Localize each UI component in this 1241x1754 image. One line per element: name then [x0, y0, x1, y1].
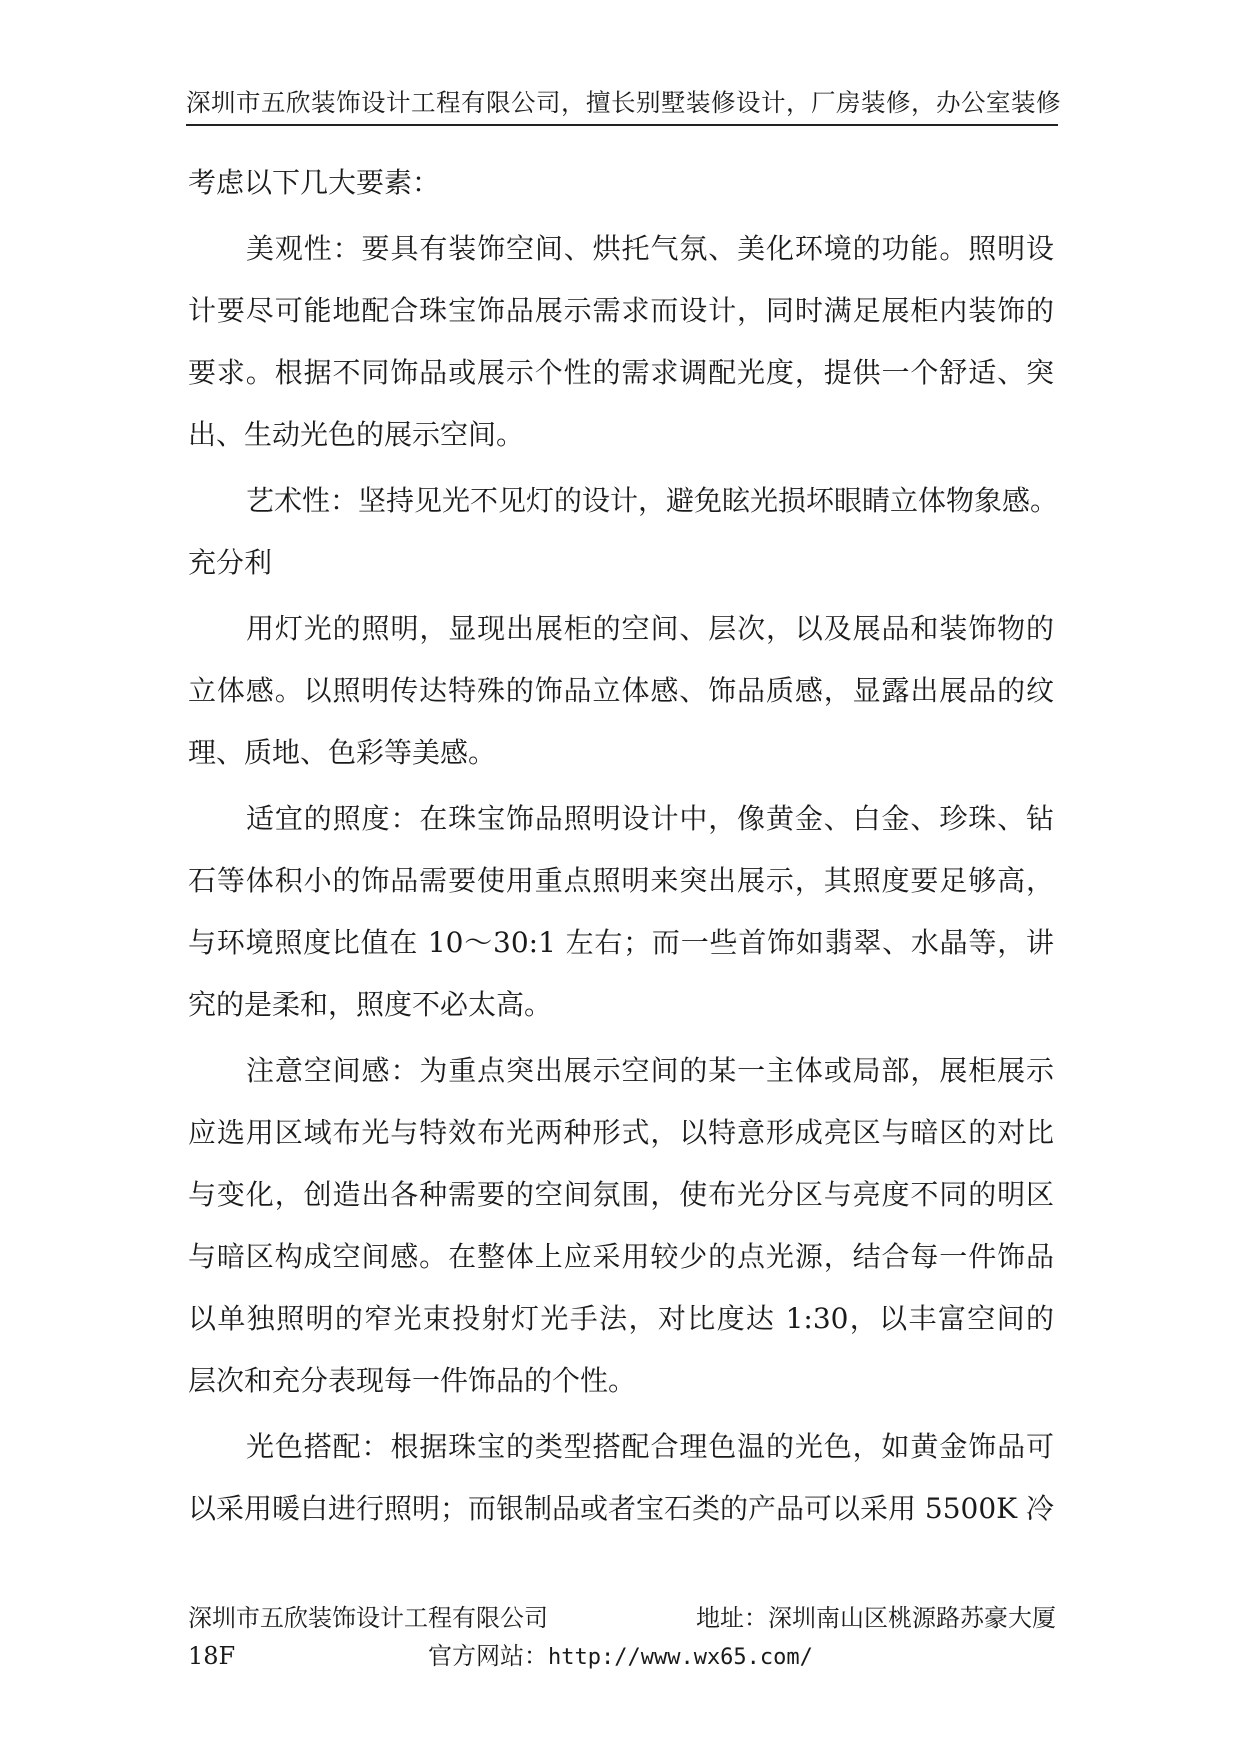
body-line: 用灯光的照明，显现出展柜的空间、层次，以及展品和装饰物的 [246, 612, 1054, 645]
body-line: 美观性：要具有装饰空间、烘托气氛、美化环境的功能。照明设 [246, 232, 1054, 265]
body-line: 以单独照明的窄光束投射灯光手法，对比度达 1:30，以丰富空间的 [188, 1302, 1054, 1335]
footer-website [428, 1640, 813, 1674]
footer-website-link[interactable]: http://www.wx65.com/ [548, 1645, 813, 1670]
body-line: 石等体积小的饰品需要使用重点照明来突出展示，其照度要足够高， [188, 864, 1054, 897]
body-line: 要求。根据不同饰品或展示个性的需求调配光度，提供一个舒适、突 [188, 356, 1054, 389]
body-line: 充分利 [188, 546, 273, 579]
footer-floor: 18F [188, 1642, 236, 1670]
header-text: 深圳市五欣装饰设计工程有限公司，擅长别墅装修设计，厂房装修，办公室装修 [186, 88, 1061, 117]
body-line: 立体感。以照明传达特殊的饰品立体感、饰品质感，显露出展品的纹 [188, 674, 1054, 707]
body-line: 层次和充分表现每一件饰品的个性。 [188, 1364, 637, 1397]
body-line: 艺术性：坚持见光不见灯的设计，避免眩光损坏眼睛立体物象感。 [246, 484, 1059, 517]
body-line: 考虑以下几大要素： [188, 166, 441, 199]
body-line: 注意空间感：为重点突出展示空间的某一主体或局部，展柜展示 [246, 1054, 1054, 1087]
footer-website-label: 官方网站： [428, 1642, 548, 1670]
footer-address: 地址：深圳南山区桃源路苏豪大厦 [696, 1604, 1056, 1632]
footer-company: 深圳市五欣装饰设计工程有限公司 [188, 1604, 548, 1632]
body-line: 与环境照度比值在 10～30:1 左右；而一些首饰如翡翠、水晶等，讲 [188, 926, 1054, 959]
body-line: 与变化，创造出各种需要的空间氛围，使布光分区与亮度不同的明区 [188, 1178, 1054, 1211]
body-line: 理、质地、色彩等美感。 [188, 736, 497, 769]
body-line: 计要尽可能地配合珠宝饰品展示需求而设计，同时满足展柜内装饰的 [188, 294, 1054, 327]
body-line: 光色搭配：根据珠宝的类型搭配合理色温的光色，如黄金饰品可 [246, 1430, 1054, 1463]
body-line: 与暗区构成空间感。在整体上应采用较少的点光源，结合每一件饰品 [188, 1240, 1054, 1273]
body-line: 适宜的照度：在珠宝饰品照明设计中，像黄金、白金、珍珠、钻 [246, 802, 1054, 835]
body-line: 究的是柔和，照度不必太高。 [188, 988, 553, 1021]
body-line: 出、生动光色的展示空间。 [188, 418, 525, 451]
body-line: 应选用区域布光与特效布光两种形式，以特意形成亮区与暗区的对比 [188, 1116, 1054, 1149]
body-line: 以采用暖白进行照明；而银制品或者宝石类的产品可以采用 5500K 冷 [188, 1492, 1054, 1525]
page-header [186, 86, 1061, 126]
